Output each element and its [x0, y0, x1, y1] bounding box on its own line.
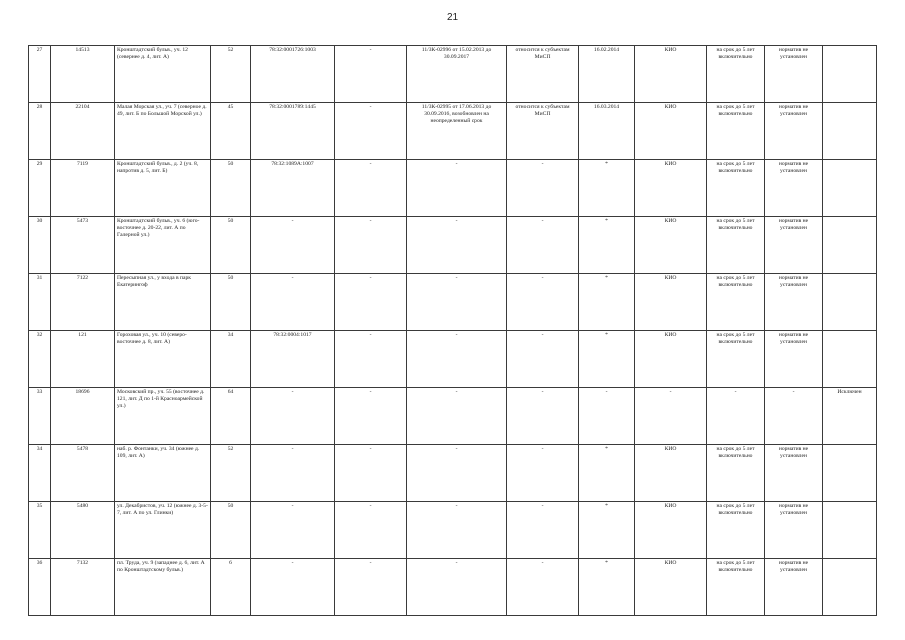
cell-area: 34 [211, 331, 251, 388]
cell-date: 16.03.2014 [579, 103, 635, 160]
cell-address: наб. р. Фонтанки, уч. 34 (южнее д. 109, лит. А) [115, 445, 211, 502]
cell-smb-status: относится к субъектам МиСП [507, 46, 579, 103]
cell-object-id: 7119 [51, 160, 115, 217]
cell-area: 6 [211, 559, 251, 616]
cell-address: Кронштадтский бульв., уч. 12 (севернее д. 4, лит. А) [115, 46, 211, 103]
cell-col-empty: - [335, 445, 407, 502]
table-row [29, 160, 877, 217]
cell-area: 52 [211, 46, 251, 103]
cell-cadastral-number: - [251, 445, 335, 502]
cell-authority: КИО [635, 46, 707, 103]
cell-area: 50 [211, 160, 251, 217]
cell-date: * [579, 160, 635, 217]
cell-note [823, 331, 877, 388]
cell-object-id: 5478 [51, 445, 115, 502]
cell-smb-status: - [507, 559, 579, 616]
cell-authority: - [635, 388, 707, 445]
cell-object-id: 18696 [51, 388, 115, 445]
cell-authority: КИО [635, 559, 707, 616]
cell-address: Малая Морская ул., уч. 7 (северное д. 49, лит. Б по Большой Морской ул.) [115, 103, 211, 160]
cell-area: 50 [211, 217, 251, 274]
cell-term: на срок до 5 лет включительно [707, 103, 765, 160]
cell-smb-status: - [507, 331, 579, 388]
cell-row-number: 33 [29, 388, 51, 445]
registry-table [28, 45, 877, 616]
cell-date: * [579, 445, 635, 502]
cell-smb-status: - [507, 160, 579, 217]
cell-contract: - [407, 217, 507, 274]
cell-note [823, 445, 877, 502]
cell-object-id: 121 [51, 331, 115, 388]
cell-term: - [707, 388, 765, 445]
table-row [29, 46, 877, 103]
cell-note [823, 103, 877, 160]
cell-cadastral-number: - [251, 388, 335, 445]
cell-authority: КИО [635, 274, 707, 331]
table-row [29, 103, 877, 160]
cell-col-empty: - [335, 274, 407, 331]
cell-date: * [579, 331, 635, 388]
cell-date: * [579, 559, 635, 616]
cell-date: * [579, 274, 635, 331]
cell-note [823, 46, 877, 103]
cell-standard: норматив не установлен [765, 559, 823, 616]
cell-col-empty: - [335, 388, 407, 445]
cell-authority: КИО [635, 103, 707, 160]
cell-authority: КИО [635, 331, 707, 388]
cell-area: 64 [211, 388, 251, 445]
cell-row-number: 30 [29, 217, 51, 274]
cell-area: 50 [211, 502, 251, 559]
cell-authority: КИО [635, 160, 707, 217]
cell-col-empty: - [335, 502, 407, 559]
cell-date: * [579, 217, 635, 274]
cell-address: пл. Труда, уч. 9 (западнее д. 6, лит. А по Кронштадтскому бульв.) [115, 559, 211, 616]
cell-col-empty: - [335, 217, 407, 274]
cell-standard: норматив не установлен [765, 445, 823, 502]
cell-row-number: 32 [29, 331, 51, 388]
cell-note [823, 217, 877, 274]
cell-object-id: 5480 [51, 502, 115, 559]
cell-contract: - [407, 388, 507, 445]
cell-date: - [579, 388, 635, 445]
cell-object-id: 14513 [51, 46, 115, 103]
cell-object-id: 7132 [51, 559, 115, 616]
table-row [29, 274, 877, 331]
cell-row-number: 29 [29, 160, 51, 217]
cell-standard: норматив не установлен [765, 502, 823, 559]
cell-smb-status: - [507, 217, 579, 274]
cell-cadastral-number: - [251, 502, 335, 559]
cell-term: на срок до 5 лет включительно [707, 160, 765, 217]
cell-smb-status: - [507, 502, 579, 559]
cell-object-id: 7122 [51, 274, 115, 331]
cell-cadastral-number: 78:32:0004:1017 [251, 331, 335, 388]
cell-col-empty: - [335, 559, 407, 616]
cell-contract: - [407, 274, 507, 331]
page-number: 21 [446, 12, 459, 23]
cell-term: на срок до 5 лет включительно [707, 445, 765, 502]
cell-contract: - [407, 559, 507, 616]
cell-contract: - [407, 160, 507, 217]
cell-row-number: 27 [29, 46, 51, 103]
cell-cadastral-number: - [251, 217, 335, 274]
cell-term: на срок до 5 лет включительно [707, 331, 765, 388]
cell-col-empty: - [335, 46, 407, 103]
cell-term: на срок до 5 лет включительно [707, 217, 765, 274]
cell-row-number: 31 [29, 274, 51, 331]
cell-address: Кронштадтский бульв., уч. 6 (юго-восточнее д. 20-22, лит. А по Галерной ул.) [115, 217, 211, 274]
cell-row-number: 36 [29, 559, 51, 616]
cell-col-empty: - [335, 103, 407, 160]
table-row [29, 445, 877, 502]
cell-note [823, 160, 877, 217]
cell-row-number: 35 [29, 502, 51, 559]
table-row [29, 217, 877, 274]
cell-date: * [579, 502, 635, 559]
cell-note [823, 559, 877, 616]
cell-standard: норматив не установлен [765, 46, 823, 103]
cell-address: ул. Декабристов, уч. 12 (южнее д. 3-5-7, лит. А по ул. Глинки) [115, 502, 211, 559]
cell-smb-status: - [507, 388, 579, 445]
cell-cadastral-number: - [251, 559, 335, 616]
cell-contract: 11/ЗК-02996 от 15.02.2013 до 30.09.2017 [407, 46, 507, 103]
table-row [29, 559, 877, 616]
cell-standard: норматив не установлен [765, 160, 823, 217]
cell-contract: 11/ЗК-02995 от 17.06.2013 до 30.09.2016, возобновлен на неопределенный срок [407, 103, 507, 160]
cell-note: Исключен [823, 388, 877, 445]
cell-contract: - [407, 331, 507, 388]
cell-area: 50 [211, 274, 251, 331]
cell-smb-status: - [507, 274, 579, 331]
cell-standard: норматив не установлен [765, 331, 823, 388]
cell-standard: норматив не установлен [765, 217, 823, 274]
cell-term: на срок до 5 лет включительно [707, 559, 765, 616]
cell-object-id: 5473 [51, 217, 115, 274]
cell-cadastral-number: 78:32:1089А:1007 [251, 160, 335, 217]
cell-object-id: 22104 [51, 103, 115, 160]
cell-standard: норматив не установлен [765, 103, 823, 160]
table-row [29, 502, 877, 559]
cell-area: 45 [211, 103, 251, 160]
table-row [29, 331, 877, 388]
cell-cadastral-number: 78:32:0001789:1445 [251, 103, 335, 160]
cell-term: на срок до 5 лет включительно [707, 502, 765, 559]
cell-smb-status: относится к субъектам МиСП [507, 103, 579, 160]
cell-row-number: 34 [29, 445, 51, 502]
cell-col-empty: - [335, 160, 407, 217]
cell-row-number: 28 [29, 103, 51, 160]
cell-address: Пересыпная ул., у входа в парк Екатерингоф [115, 274, 211, 331]
cell-cadastral-number: - [251, 274, 335, 331]
cell-address: Кронштадтский бульв., д. 2 (уч. 8, напротив д. 5, лит. Б) [115, 160, 211, 217]
cell-term: на срок до 5 лет включительно [707, 274, 765, 331]
cell-authority: КИО [635, 217, 707, 274]
cell-date: 16.02.2014 [579, 46, 635, 103]
cell-note [823, 502, 877, 559]
cell-contract: - [407, 502, 507, 559]
cell-address: Гороховая ул., уч. 10 (северо-восточнее д. 8, лит. А) [115, 331, 211, 388]
cell-note [823, 274, 877, 331]
cell-authority: КИО [635, 502, 707, 559]
cell-col-empty: - [335, 331, 407, 388]
cell-standard: - [765, 388, 823, 445]
cell-address: Московский пр., уч. 55 (восточнее д. 121, лит. Д по 1-й Красноармейской ул.) [115, 388, 211, 445]
cell-smb-status: - [507, 445, 579, 502]
table-row [29, 388, 877, 445]
cell-standard: норматив не установлен [765, 274, 823, 331]
cell-cadastral-number: 78:32:0001726:1003 [251, 46, 335, 103]
cell-term: на срок до 5 лет включительно [707, 46, 765, 103]
cell-area: 52 [211, 445, 251, 502]
cell-contract: - [407, 445, 507, 502]
cell-authority: КИО [635, 445, 707, 502]
